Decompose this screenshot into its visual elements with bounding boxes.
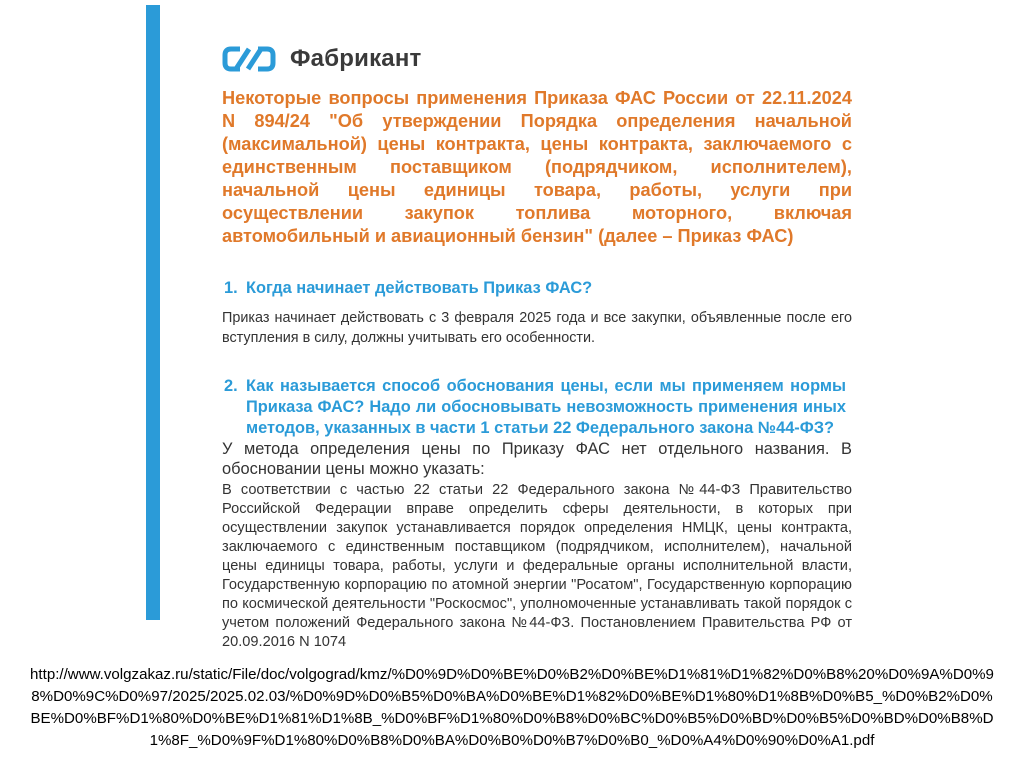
accent-bar bbox=[146, 5, 160, 620]
source-url[interactable]: http://www.volgzakaz.ru/static/File/doc/volgograd/kmz/%D0%9D%D0%BE%D0%B2%D0%BE%D1%81%D1%82%D0%B8%20%D0%9A%D0%98%D0%9C%D0%97/2025/2025.02.03/%D0%9D%D0%B5%D0%BA%D0%BE%D1%82%D0%BE%D1%80%D1%8B%D0%B5_%D0%B2%D0%BE%D0%BF%D1%80%D0%BE%D1%81%D1%8B_%D0%BF%D1%80%D0%B8%D0%BC%D0%B5%D0%BD%D0%B5%D0%BD%D0%B8%D1%8F_%D0%9F%D1%80%D0%B8%D0%BA%D0%B0%D0%B7%D0%B0_%D0%A4%D0%90%D0%A1.pdf bbox=[30, 666, 994, 749]
question-2-number: 2. bbox=[224, 377, 238, 395]
question-2-text: Как называется способ обоснования цены, если мы применяем нормы Приказа ФАС? Надо ли обосновывать невозможность применения иных методов, указанных в части 1 статьи 22 Федерального закона №44-ФЗ? bbox=[246, 377, 846, 437]
question-2-answer: У метода определения цены по Приказу ФАС нет отдельного названия. В обосновании цены можно указать: bbox=[222, 440, 852, 478]
question-1-heading bbox=[224, 278, 846, 299]
question-1-number: 1. bbox=[224, 279, 238, 297]
document-page bbox=[162, 5, 882, 650]
question-1-text: Когда начинает действовать Приказ ФАС? bbox=[246, 279, 593, 297]
logo bbox=[222, 45, 421, 73]
document-title: Некоторые вопросы применения Приказа ФАС России от 22.11.2024 N 894/24 "Об утверждении Порядка определения начальной (максимальной) цены контракта, цены контракта, заключаемого с единственным поставщиком (подрядчиком, исполнителем), начальной цены единицы товара, работы, услуги при осуществлении закупок топлива моторного, включая автомобильный и авиационный бензин" (далее – Приказ ФАС) bbox=[222, 88, 852, 246]
logo-text: Фабрикант bbox=[290, 45, 422, 72]
question-2-quote: В соответствии с частью 22 статьи 22 Федерального закона №44-ФЗ Правительство Российской Федерации вправе определить сферы деятельности, в которых при осуществлении закупок устанавливается порядок определения НМЦК, цены контракта, заключаемого с единственным поставщиком (подрядчиком, исполнителем), начальной цены единицы товара, работы, услуги и федеральные органы исполнительной власти, Государственную корпорацию по атомной энергии "Росатом", Государственную корпорацию по космической деятельности "Роскосмос", уполномоченные устанавливать такой порядок с учетом положений Федерального закона №44-ФЗ. Постановлением Правительства РФ от 20.09.2016 N 1074 bbox=[222, 482, 852, 650]
question-1-answer: Приказ начинает действовать с 3 февраля 2025 года и все закупки, объявленные после его вступления в силу, должны учитывать его особенности. bbox=[222, 310, 852, 346]
question-2-heading bbox=[224, 376, 846, 439]
fabrikant-logo-icon bbox=[222, 46, 282, 72]
